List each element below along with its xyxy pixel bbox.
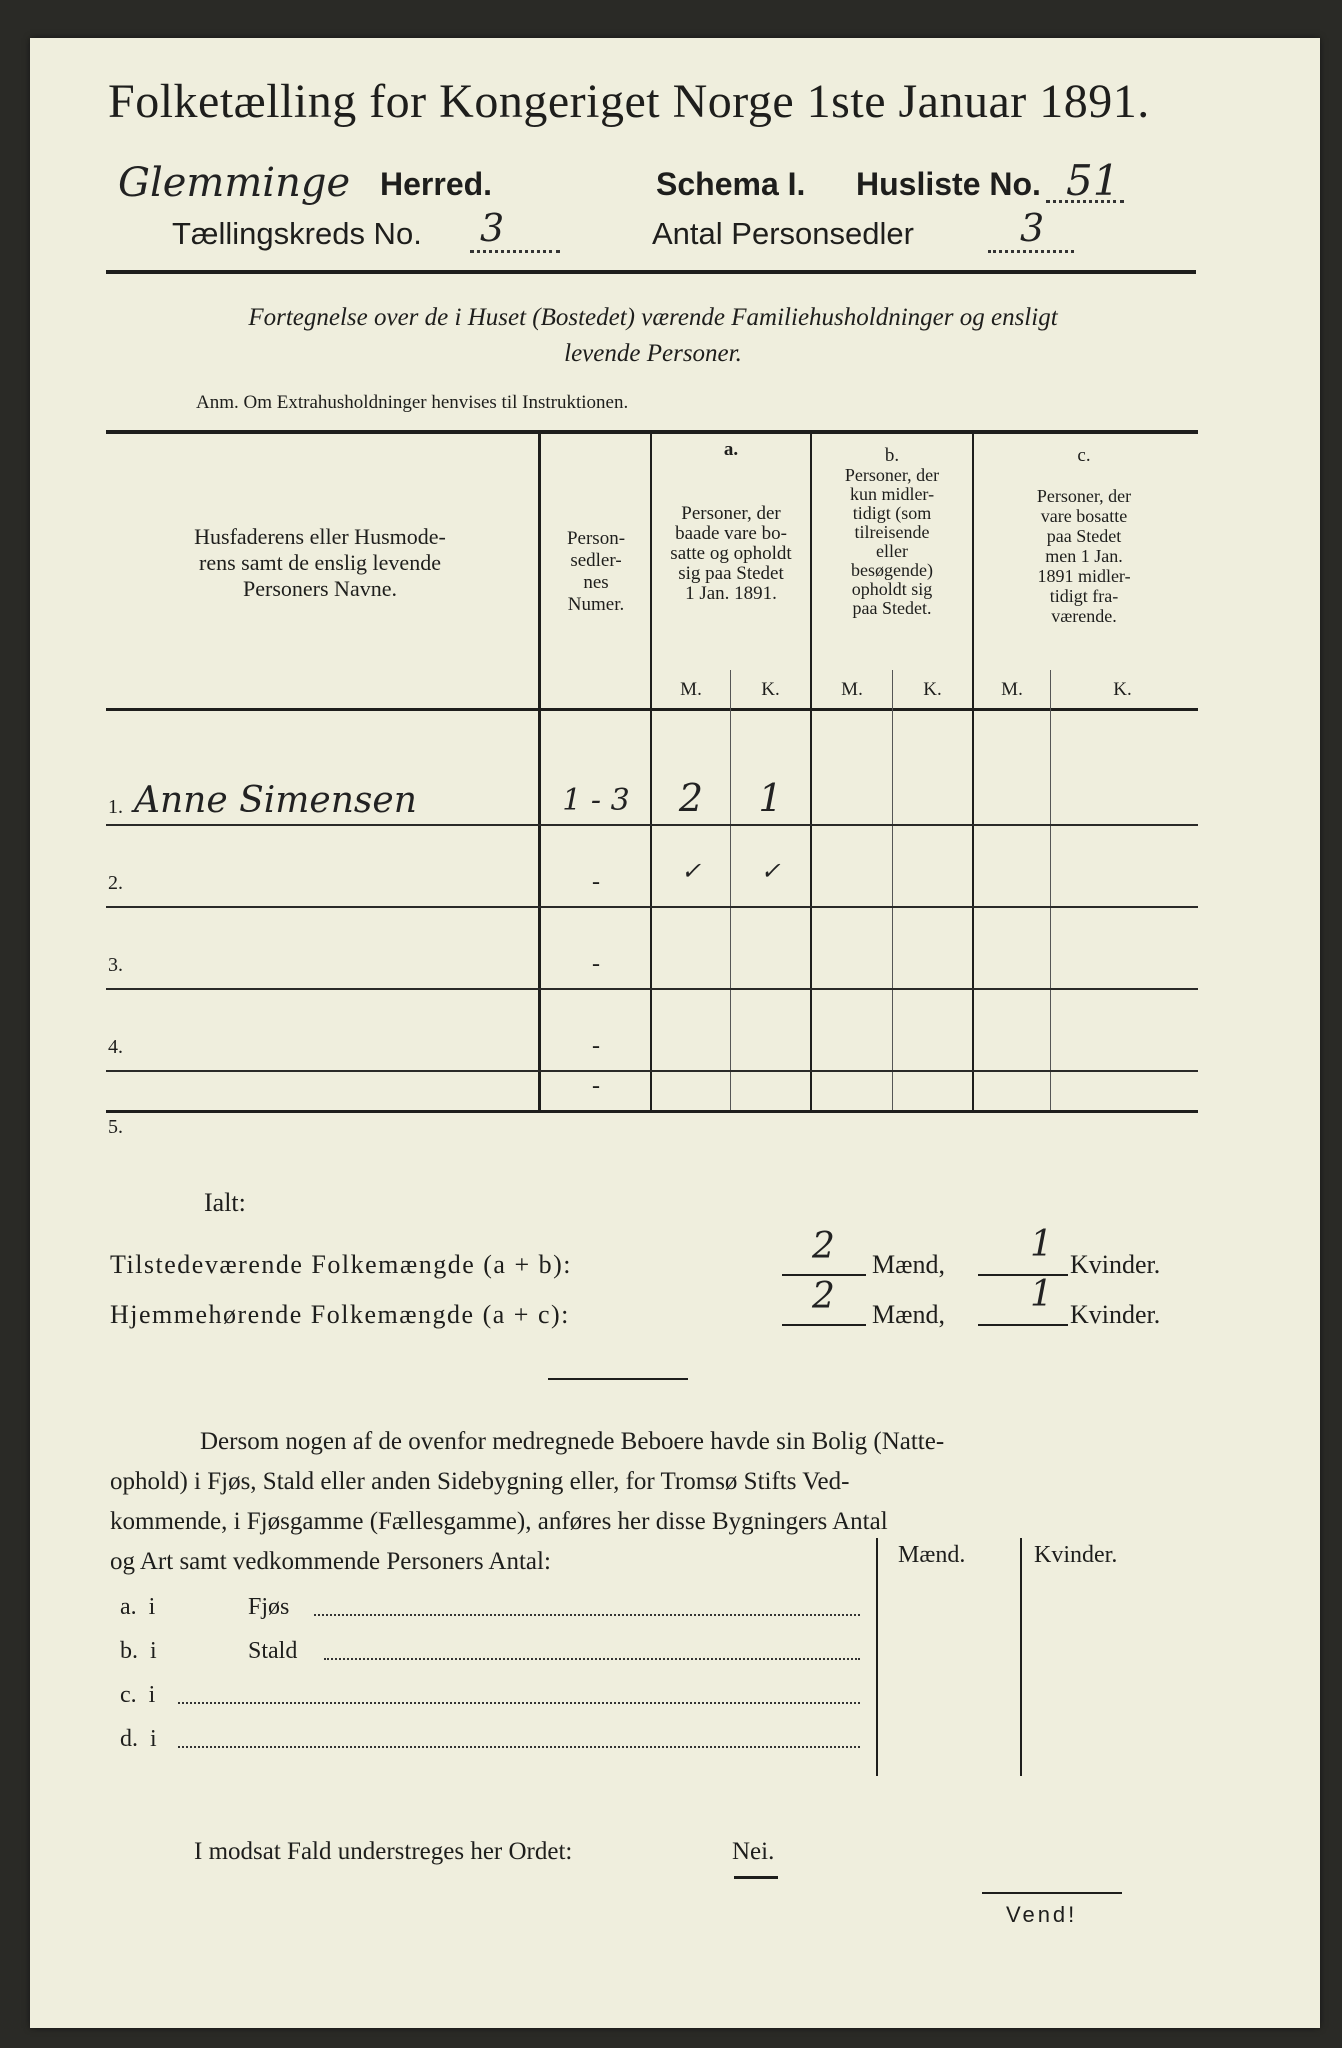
table-row-2-a-m: ✓ bbox=[680, 857, 702, 885]
table-row-1-a-k: 1 bbox=[758, 776, 783, 820]
col-a-header: Personer, der baade vare bo- satte og opholdt sig paa Stedet 1 Jan. 1891. bbox=[670, 503, 792, 604]
section-divider bbox=[548, 1378, 688, 1380]
intro-line-1: Fortegnelse over de i Huset (Bostedet) værende Familiehusholdninger og ensligt bbox=[248, 304, 1058, 331]
totals-line-2-maend: Mænd, bbox=[872, 1300, 945, 1329]
nei-word: Nei. bbox=[732, 1838, 775, 1865]
totals-line-1-k: 1 bbox=[1030, 1224, 1053, 1265]
col-c-header: Personer, der vare bosatte paa Stedet men 1 Jan. 1891 midler- tidigt fra- værende. bbox=[1036, 486, 1132, 626]
col-b-letter: b. bbox=[884, 445, 900, 466]
col-a-letter: a. bbox=[723, 439, 739, 460]
table-row-2-no: 2. bbox=[108, 872, 123, 894]
totals-line-2-k: 1 bbox=[1030, 1274, 1053, 1315]
antal-label: Antal Personsedler bbox=[652, 216, 914, 251]
table-row-2-a-k: ✓ bbox=[760, 857, 781, 885]
table-row-1-num: 1 - 3 bbox=[562, 783, 630, 818]
col-name-header: Husfaderens eller Husmode- rens samt de enslig levende Personers Navne. bbox=[194, 524, 446, 601]
table-row-2-num: - bbox=[592, 869, 600, 895]
col-c-k: K. bbox=[1113, 679, 1132, 700]
table-bottom-rule bbox=[106, 1110, 1198, 1113]
totals-line-1-m: 2 bbox=[812, 1226, 835, 1267]
anm-note: Anm. Om Extrahusholdninger henvises til Instruktionen. bbox=[196, 392, 629, 413]
totals-line-2-label: Hjemmehørende Folkemængde (a + c): bbox=[110, 1300, 570, 1329]
table-header-rule bbox=[106, 708, 1198, 711]
table-row-1-no: 1. bbox=[108, 796, 123, 818]
col-c-m: M. bbox=[1001, 679, 1023, 700]
table-row-5-num: - bbox=[592, 1073, 600, 1099]
ialt-label: Ialt: bbox=[204, 1188, 246, 1217]
husliste-label: Husliste No. bbox=[856, 166, 1041, 202]
sub-item-a-label: Fjøs bbox=[248, 1594, 290, 1620]
schema-label: Schema I. bbox=[656, 166, 806, 202]
header-rule bbox=[106, 270, 1196, 274]
sub-maend-header: Mænd. bbox=[898, 1542, 966, 1568]
table-top-rule bbox=[106, 430, 1198, 434]
herred-label: Herred. bbox=[380, 166, 493, 202]
col-a-k: K. bbox=[761, 679, 780, 700]
col-num-header: Person- sedler- nes Numer. bbox=[566, 528, 626, 615]
col-b-header: Personer, der kun midler- tidigt (som tilreisende eller besøgende) opholdt sig paa Stedet. bbox=[844, 465, 940, 618]
sub-item-d: d. i bbox=[120, 1726, 157, 1752]
totals-line-1-kvinder: Kvinder. bbox=[1070, 1250, 1161, 1279]
herred-value: Glemminge bbox=[118, 160, 351, 206]
sub-kvinder-header: Kvinder. bbox=[1034, 1542, 1118, 1568]
totals-line-1-maend: Mænd, bbox=[872, 1250, 945, 1279]
sub-item-b: b. i bbox=[120, 1638, 157, 1664]
table-row-3-no: 3. bbox=[108, 954, 123, 976]
form-title: Folketælling for Kongeriget Norge 1ste Januar 1891. bbox=[108, 75, 1150, 128]
sub-item-a: a. i bbox=[120, 1594, 156, 1620]
col-b-k: K. bbox=[923, 679, 942, 700]
vend-label: Vend! bbox=[1006, 1902, 1078, 1927]
table-row-3-num: - bbox=[592, 951, 600, 977]
census-form-page bbox=[30, 38, 1320, 2028]
col-c-letter: c. bbox=[1077, 445, 1091, 466]
intro-line-2: levende Personer. bbox=[564, 340, 742, 367]
antal-value: 3 bbox=[1020, 206, 1045, 250]
table-row-4-no: 4. bbox=[108, 1036, 123, 1058]
table-row-1-name: Anne Simensen bbox=[134, 780, 417, 821]
col-a-m: M. bbox=[680, 679, 702, 700]
sub-item-b-label: Stald bbox=[248, 1638, 298, 1664]
nei-underline bbox=[734, 1876, 778, 1879]
table-row-4-num: - bbox=[592, 1033, 600, 1059]
totals-line-2-m: 2 bbox=[812, 1276, 835, 1317]
bottom-paragraph: Dersom nogen af de ovenfor medregnede Beboere havde sin Bolig (Natte- ophold) i Fjøs, Stald eller anden Sidebygning eller, for Tromsø Stifts Ved- kommende, i Fjøsgamme (Fællesgamme), anføres her disse Bygningers Antal og Art samt vedkommende Personers Antal: bbox=[110, 1428, 945, 1575]
totals-line-1-label: Tilstedeværende Folkemængde (a + b): bbox=[110, 1250, 572, 1279]
sub-item-c: c. i bbox=[120, 1682, 156, 1708]
kreds-label: Tællingskreds No. bbox=[172, 216, 422, 251]
totals-line-2-kvinder: Kvinder. bbox=[1070, 1300, 1161, 1329]
kreds-value: 3 bbox=[480, 206, 505, 250]
modsat-text: I modsat Fald understreges her Ordet: bbox=[194, 1838, 573, 1865]
husliste-value: 51 bbox=[1066, 156, 1120, 205]
col-b-m: M. bbox=[841, 679, 863, 700]
table-row-5-no: 5. bbox=[108, 1116, 123, 1138]
table-row-1-a-m: 2 bbox=[678, 776, 704, 820]
